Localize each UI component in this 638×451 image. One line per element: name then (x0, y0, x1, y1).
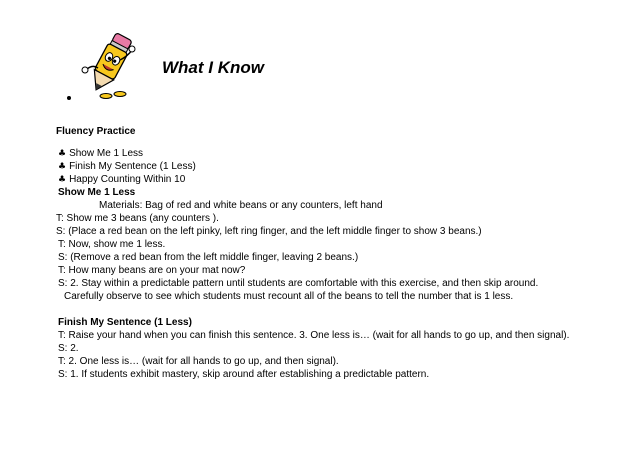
list-item (58, 161, 196, 173)
dialogue-line: S: 2. (58, 343, 79, 354)
dialogue-line: T: How many beans are on your mat now? (58, 265, 246, 276)
dialogue-line: T: Show me 3 beans (any counters ). (56, 213, 219, 224)
dialogue-line: T: Now, show me 1 less. (58, 239, 166, 250)
list-item-label: Happy Counting Within 10 (69, 174, 186, 185)
dialogue-line: S: (Place a red bean on the left pinky, left ring finger, and the left middle finger to show 3 beans.) (56, 226, 482, 237)
page-title: What I Know (162, 58, 264, 77)
club-icon: ♣ (58, 149, 67, 159)
club-icon: ♣ (58, 175, 67, 185)
dialogue-line: T: Raise your hand when you can finish this sentence. 3. One less is… (wait for all hands to go up, and then signal). (58, 330, 570, 341)
dialogue-line: S: 2. Stay within a predictable pattern until students are comfortable with this exercise, and then skip around. (58, 278, 539, 289)
section1-heading: Show Me 1 Less (58, 187, 136, 198)
materials-line: Materials: Bag of red and white beans or any counters, left hand (99, 200, 383, 211)
list-item-label: Show Me 1 Less (69, 148, 144, 159)
list-item-label: Finish My Sentence (1 Less) (69, 161, 196, 172)
dialogue-line: S: (Remove a red bean from the left middle finger, leaving 2 beans.) (58, 252, 359, 263)
dialogue-line: T: 2. One less is… (wait for all hands to go up, and then signal). (58, 356, 339, 367)
pencil-mascot-icon (76, 30, 138, 100)
dialogue-line: S: 1. If students exhibit mastery, skip around after establishing a predictable pattern. (58, 369, 430, 380)
list-item (58, 174, 185, 186)
section2-heading: Finish My Sentence (1 Less) (58, 317, 192, 328)
club-icon: ♣ (58, 162, 67, 172)
list-item (58, 148, 143, 160)
dialogue-line: Carefully observe to see which students must recount all of the beans to tell the number that is 1 less. (64, 291, 514, 302)
bullet-dot (67, 96, 71, 100)
fluency-heading: Fluency Practice (56, 126, 136, 137)
